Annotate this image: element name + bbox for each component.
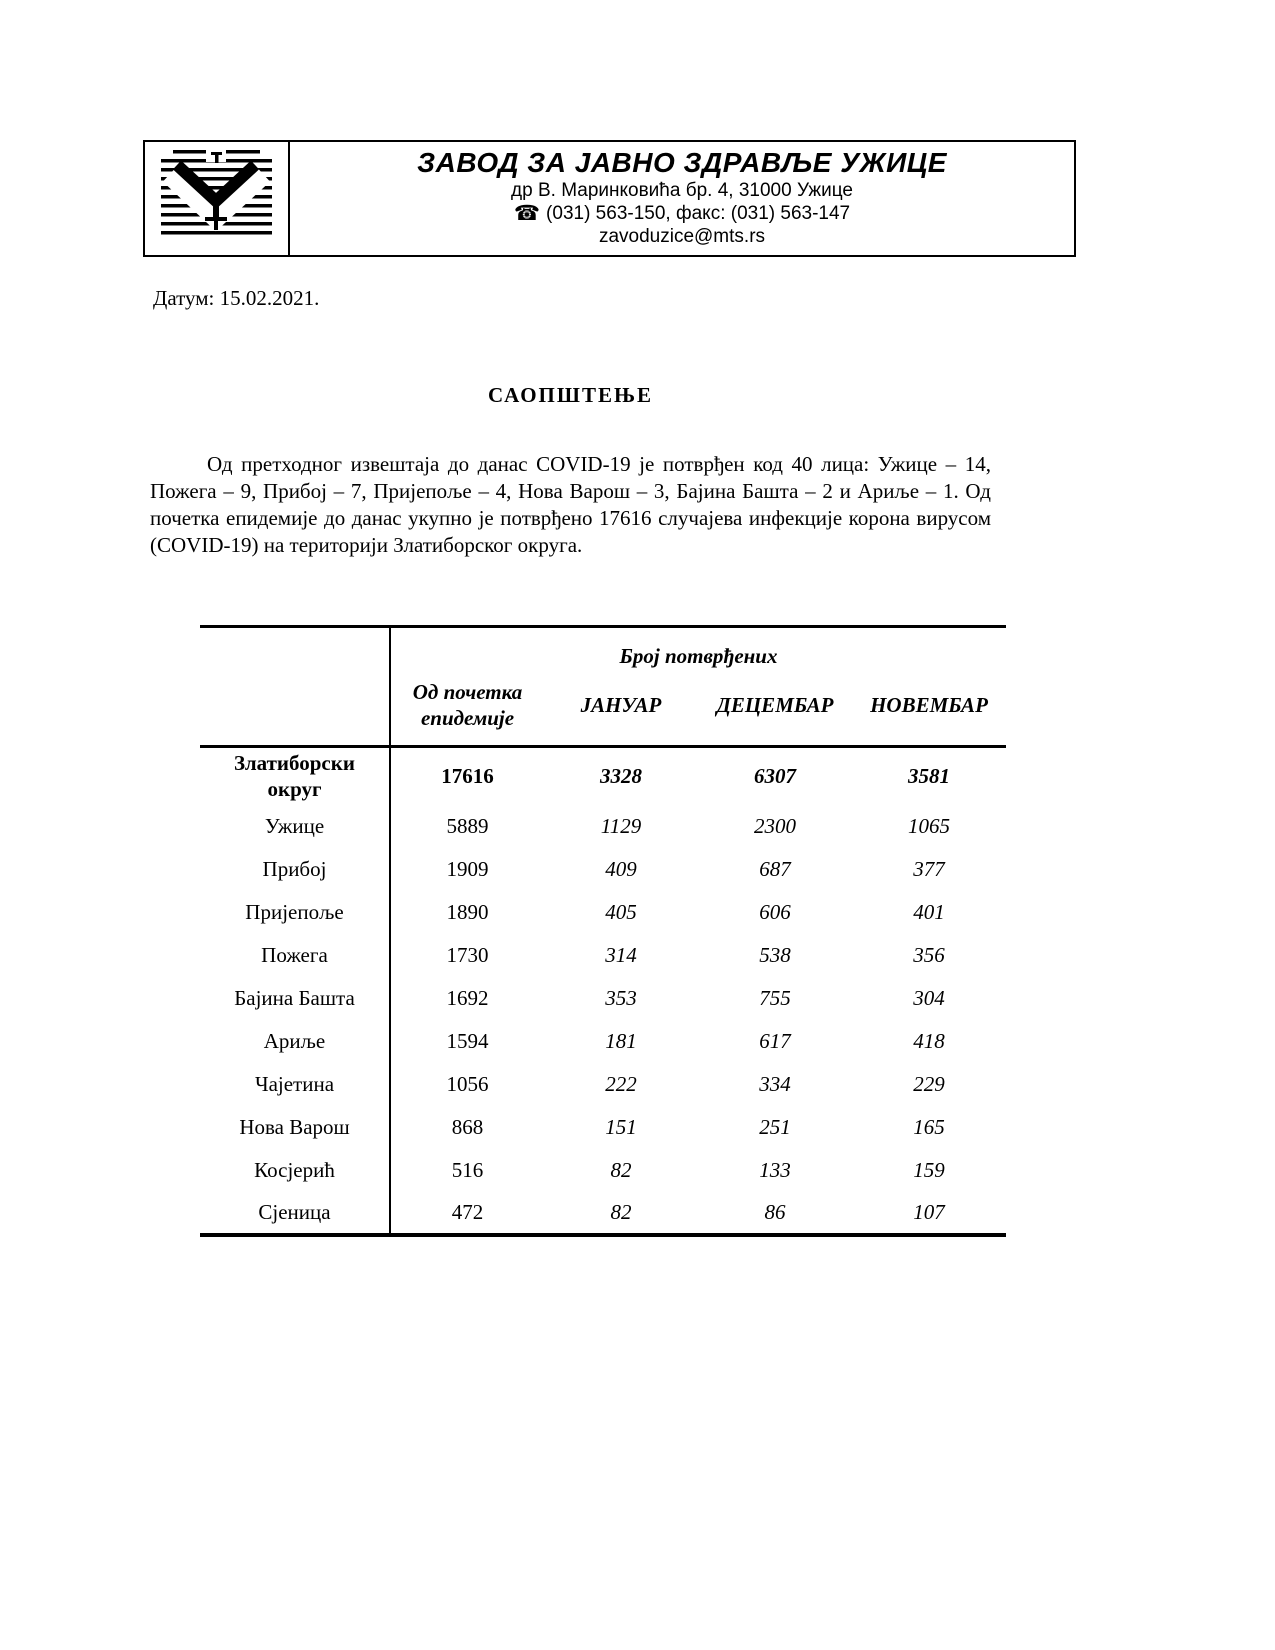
total-cases-cell: 1692 <box>446 985 489 1010</box>
november-column-header: НОВЕМБАР <box>852 675 1006 747</box>
body-paragraph: Од претходног извештаја до данас COVID-19 је потврђен код 40 лица: Ужице – 14, Пожега – 9, Прибој – 7, Пријепоље – 4, Нова Варош – 3, Бајина Башта – 2 и Ариље – 1. Од почетка епидемије до данас укупно је потврђено 17616 случајева инфекције корона вирусом (COVID-19) на територији Златиборског округа. <box>150 452 991 557</box>
corner-cell <box>200 627 390 747</box>
group-header-row <box>200 627 1006 676</box>
logo-cell <box>145 142 290 255</box>
total-cases-cell: 1594 <box>446 1028 489 1053</box>
total-cases-cell: 1890 <box>446 899 489 924</box>
monthly-cases-cell: 86 <box>764 1199 786 1224</box>
phone-number: (031) 563-150, факс: (031) 563-147 <box>546 203 851 224</box>
monthly-cases-cell: 617 <box>759 1028 791 1053</box>
monthly-cases-cell: 304 <box>913 985 945 1010</box>
table-row <box>200 977 1006 1020</box>
monthly-cases-cell: 82 <box>610 1199 632 1224</box>
total-cases-cell: 516 <box>451 1157 484 1182</box>
municipality-name-cell: Бајина Башта <box>200 977 390 1020</box>
monthly-cases-cell: 3581 <box>908 763 950 788</box>
total-cases-cell: 1056 <box>446 1071 489 1096</box>
email-address: zavoduzice@mts.rs <box>598 226 766 247</box>
monthly-cases-cell: 133 <box>759 1157 791 1182</box>
table-row <box>200 805 1006 848</box>
municipality-name-cell: Прибој <box>200 848 390 891</box>
monthly-cases-cell: 107 <box>913 1199 945 1224</box>
monthly-cases-cell: 222 <box>605 1071 637 1096</box>
monthly-cases-cell: 1129 <box>600 813 642 838</box>
municipality-name-cell: Сјеница <box>200 1192 390 1235</box>
monthly-cases-cell: 409 <box>605 856 637 881</box>
document-title: САОПШТЕЊЕ <box>487 383 654 407</box>
monthly-cases-cell: 687 <box>759 856 791 881</box>
table-row <box>200 848 1006 891</box>
institute-name: ЗАВОД ЗА ЈАВНО ЗДРАВЉЕ УЖИЦЕ <box>417 147 947 178</box>
table-row <box>200 1149 1006 1192</box>
municipality-name-cell: Пожега <box>200 934 390 977</box>
municipality-name-cell: Златиборски округ <box>200 747 390 805</box>
monthly-cases-cell: 405 <box>605 899 637 924</box>
table-row <box>200 891 1006 934</box>
table-body <box>200 747 1006 1235</box>
monthly-cases-cell: 353 <box>605 985 637 1010</box>
institute-address: др В. Маринковића бр. 4, 31000 Ужице <box>511 180 853 201</box>
monthly-cases-cell: 165 <box>913 1114 945 1139</box>
total-cases-cell: 17616 <box>441 763 494 788</box>
municipality-name-cell: Чајетина <box>200 1063 390 1106</box>
group-header-cell: Број потврђених <box>619 644 778 668</box>
municipality-name-cell: Нова Варош <box>200 1106 390 1149</box>
total-cases-cell: 1730 <box>446 942 489 967</box>
table-row <box>200 934 1006 977</box>
total-cases-cell: 472 <box>451 1199 484 1224</box>
table-row <box>200 1106 1006 1149</box>
monthly-cases-cell: 606 <box>759 899 791 924</box>
monthly-cases-cell: 2300 <box>754 813 796 838</box>
epidemic-start-column-header: Од почетка епидемије <box>390 675 544 747</box>
municipality-name-cell: Косјерић <box>200 1149 390 1192</box>
monthly-cases-cell: 82 <box>610 1157 632 1182</box>
municipality-name-cell: Ариље <box>200 1020 390 1063</box>
monthly-cases-cell: 251 <box>759 1114 791 1139</box>
municipality-name-cell: Пријепоље <box>200 891 390 934</box>
monthly-cases-cell: 229 <box>913 1071 945 1096</box>
total-cases-cell: 1909 <box>446 856 489 881</box>
monthly-cases-cell: 755 <box>759 985 791 1010</box>
institute-logo <box>161 149 272 241</box>
total-cases-cell: 868 <box>451 1114 484 1139</box>
monthly-cases-cell: 418 <box>913 1028 945 1053</box>
monthly-cases-cell: 314 <box>605 942 637 967</box>
january-column-header: ЈАНУАР <box>544 675 698 747</box>
telephone-icon: ☎ <box>513 202 541 225</box>
cases-table <box>200 625 1006 1237</box>
table-row <box>200 1063 1006 1106</box>
monthly-cases-cell: 377 <box>913 856 945 881</box>
monthly-cases-cell: 1065 <box>908 813 950 838</box>
phone-line <box>514 202 850 225</box>
monthly-cases-cell: 6307 <box>754 763 796 788</box>
table-row <box>200 1020 1006 1063</box>
monthly-cases-cell: 356 <box>913 942 945 967</box>
table-row <box>200 747 1006 805</box>
monthly-cases-cell: 334 <box>759 1071 791 1096</box>
monthly-cases-cell: 159 <box>913 1157 945 1182</box>
municipality-name-cell: Ужице <box>200 805 390 848</box>
date-line: Датум: 15.02.2021. <box>153 286 320 310</box>
letterhead-info <box>290 142 1074 255</box>
monthly-cases-cell: 181 <box>605 1028 637 1053</box>
total-cases-cell: 5889 <box>446 813 489 838</box>
monthly-cases-cell: 538 <box>759 942 791 967</box>
monthly-cases-cell: 3328 <box>600 763 642 788</box>
monthly-cases-cell: 401 <box>913 899 945 924</box>
december-column-header: ДЕЦЕМБАР <box>698 675 852 747</box>
table-row <box>200 1192 1006 1235</box>
letterhead <box>143 140 1076 257</box>
monthly-cases-cell: 151 <box>605 1114 637 1139</box>
